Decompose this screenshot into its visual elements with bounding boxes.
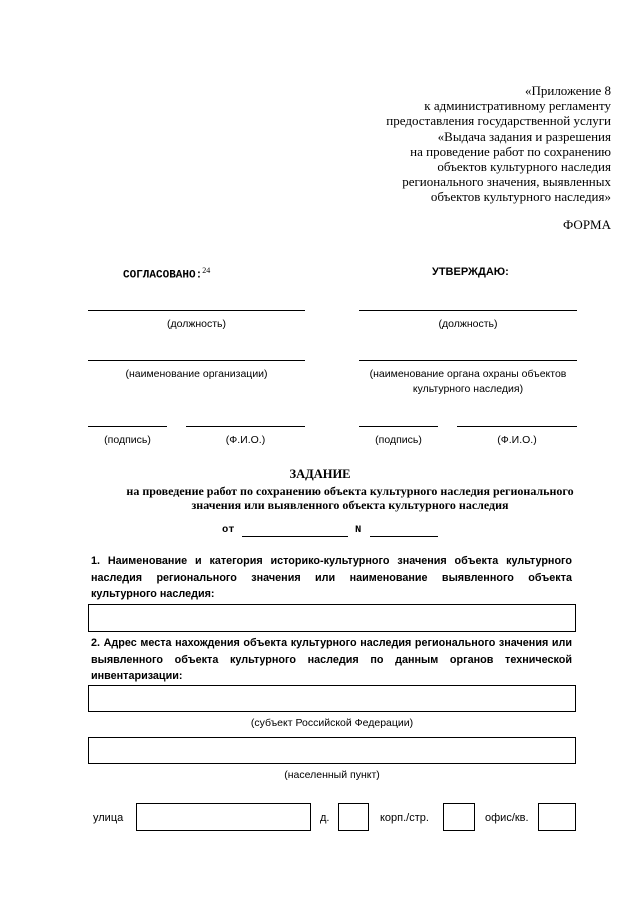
approve-org-caption-line: культурного наследия): [412, 383, 524, 395]
appendix-line: к административному регламенту: [424, 98, 611, 114]
office-input[interactable]: [538, 803, 576, 831]
appendix-line: «Приложение 8: [524, 83, 611, 98]
locality-caption: (населенный пункт): [284, 769, 380, 781]
section-1-text: 1. Наименование и категория историко-культурного значения объекта культурного наследия регионального значения или наименование выявленного объекта культурного наследия:: [91, 555, 572, 600]
appendix-line: предоставления государственной услуги: [386, 113, 611, 129]
approve-position-caption: (должность): [438, 318, 498, 330]
agreed-footnote: 24: [202, 266, 211, 275]
house-label: д.: [320, 812, 330, 824]
street-label: улица: [93, 812, 124, 824]
date-line[interactable]: [242, 536, 348, 537]
number-line[interactable]: [370, 536, 438, 537]
office-label: офис/кв.: [485, 812, 529, 824]
appendix-header: [291, 83, 611, 205]
agreed-name-line[interactable]: [186, 426, 305, 427]
section-1-input[interactable]: [88, 604, 576, 632]
approve-heading: УТВЕРЖДАЮ:: [432, 266, 509, 278]
approve-signature-line[interactable]: [359, 426, 438, 427]
approve-name-caption: (Ф.И.О.): [497, 434, 537, 446]
approve-position-line[interactable]: [359, 310, 577, 311]
locality-input[interactable]: [88, 737, 576, 764]
agreed-position-caption: (должность): [166, 318, 227, 330]
agreed-org-line[interactable]: [88, 360, 305, 361]
agreed-org-caption: (наименование организации): [125, 368, 268, 380]
document-title: ЗАДАНИЕ: [289, 467, 351, 481]
appendix-line: на проведение работ по сохранению: [410, 143, 611, 159]
approve-org-caption-line: (наименование органа охраны объектов: [369, 368, 567, 380]
approve-name-line[interactable]: [457, 426, 577, 427]
section-2-text: 2. Адрес места нахождения объекта культурного наследия регионального значения или выявленного объекта культурного наследия по данным органов технической инвентаризации:: [91, 637, 572, 682]
subtitle-line: значения или выявленного объекта культурного наследия: [191, 498, 509, 512]
agreed-signature-caption: (подпись): [104, 434, 151, 446]
agreed-name-caption: (Ф.И.О.): [225, 434, 266, 446]
approve-org-caption: [355, 367, 581, 397]
form-label: ФОРМА: [563, 217, 611, 232]
approve-org-line[interactable]: [359, 360, 577, 361]
number-prefix: N: [355, 524, 362, 536]
building-input[interactable]: [443, 803, 475, 831]
agreed-signature-line[interactable]: [88, 426, 167, 427]
street-input[interactable]: [136, 803, 311, 831]
appendix-line: объектов культурного наследия»: [430, 189, 611, 205]
subtitle-line: на проведение работ по сохранению объекта культурного наследия регионального: [126, 484, 574, 498]
appendix-line: объектов культурного наследия: [437, 159, 611, 175]
building-label: корп./стр.: [380, 812, 429, 824]
approve-signature-caption: (подпись): [375, 434, 422, 446]
house-input[interactable]: [338, 803, 369, 831]
subject-caption: (субъект Российской Федерации): [250, 717, 414, 729]
agreed-position-line[interactable]: [88, 310, 305, 311]
date-prefix: от: [222, 524, 235, 536]
agreed-heading: [123, 266, 210, 282]
document-subtitle: [95, 484, 605, 512]
appendix-line: регионального значения, выявленных: [402, 174, 611, 190]
appendix-line: «Выдача задания и разрешения: [437, 128, 611, 144]
subject-input[interactable]: [88, 685, 576, 712]
agreed-label: СОГЛАСОВАНО:: [123, 269, 203, 282]
